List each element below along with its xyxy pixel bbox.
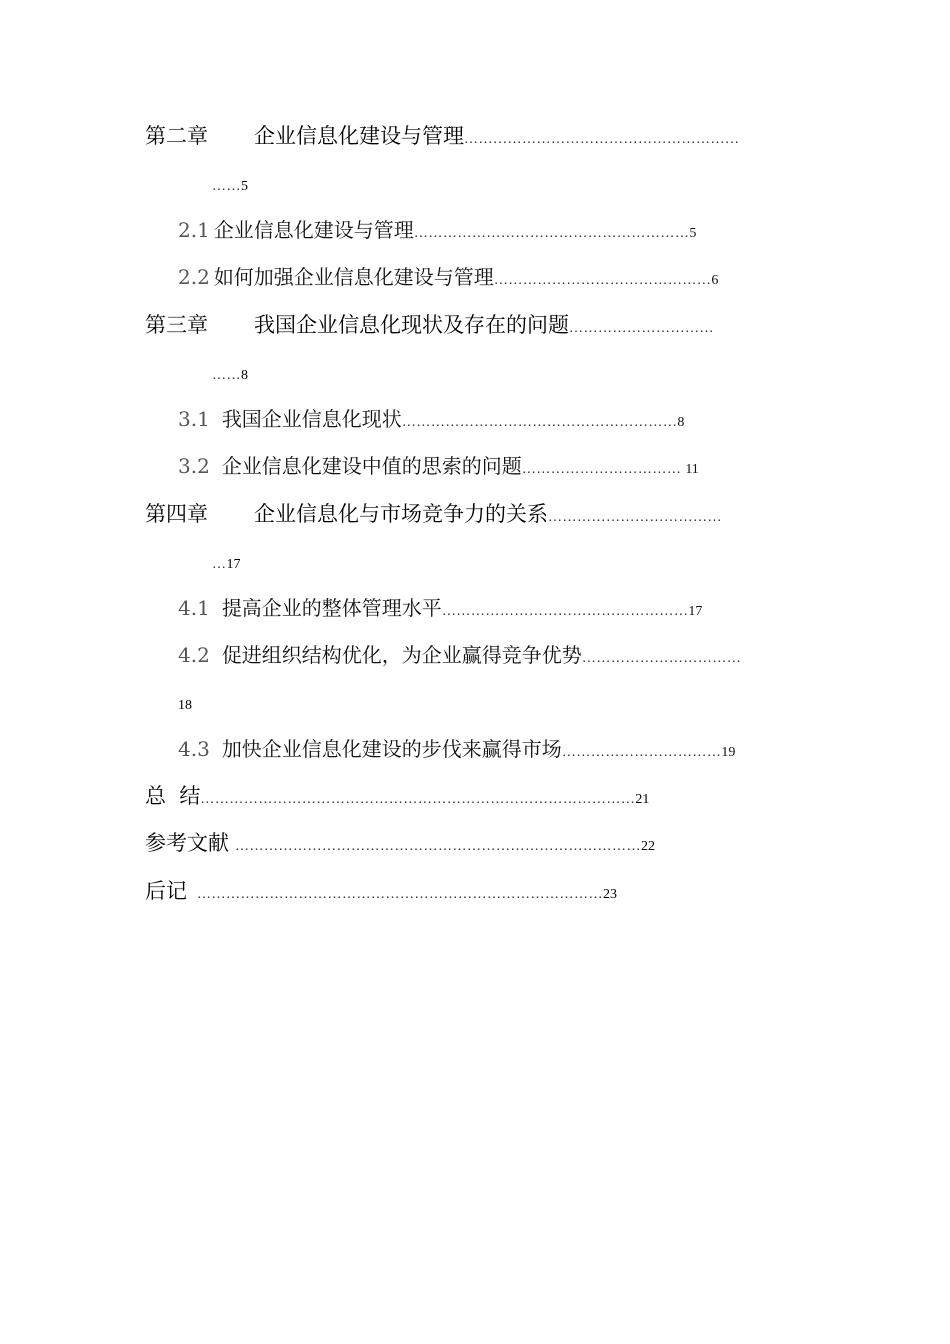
leader-dots: ………………………………………………… [464,132,740,147]
toc-section-2-2[interactable] [178,267,718,288]
toc-chapter-3-continuation [212,367,248,383]
page-number: 21 [635,792,650,807]
section-title: 企业信息化建设与管理 [213,218,414,242]
entry-title: 总 结 [145,784,201,808]
toc-chapter-4-continuation [212,556,241,572]
leader-dots: … [212,557,227,572]
chapter-label: 第二章 [145,124,208,148]
section-number: 3.1 [178,407,210,431]
leader-dots: …… [212,368,241,383]
section-title: 提高企业的整体管理水平 [221,596,442,620]
page-number: 23 [603,887,617,902]
chapter-title: 企业信息化建设与管理 [254,124,464,148]
toc-chapter-2-continuation [212,178,248,194]
leader-dots: ……………………………………… [493,273,712,288]
toc-summary[interactable] [145,786,649,807]
toc-chapter-3[interactable] [145,315,714,336]
section-title: 我国企业信息化现状 [221,407,402,431]
section-title: 促进组织结构优化，为企业赢得竞争优势 [221,643,582,667]
toc-afterword[interactable] [145,881,617,902]
chapter-title: 我国企业信息化现状及存在的问题 [254,313,569,337]
page-number: 17 [226,557,241,572]
section-number: 2.2 [178,265,210,289]
entry-title: 后记 [145,879,187,903]
chapter-title: 企业信息化与市场竞争力的关系 [254,502,548,526]
leader-dots: …………………………………………… [441,604,689,619]
leader-dots: …………………………… [561,745,722,760]
toc-section-4-1[interactable] [178,598,702,619]
page-number: 17 [688,604,703,619]
page-number: 5 [241,179,248,194]
toc-references[interactable] [145,833,655,854]
leader-dots: ………………………………………………… [413,226,690,241]
section-number: 4.3 [178,737,210,761]
page-number: 11 [685,462,699,477]
leader-dots: ………………………………………………… [401,415,678,430]
page-number: 18 [178,698,192,713]
toc-chapter-4[interactable] [145,504,722,525]
leader-dots: …………………………… [581,651,742,666]
leader-dots: ………………………… [569,321,714,336]
toc-section-3-2[interactable] [178,456,699,477]
toc-section-4-2[interactable] [178,645,741,666]
entry-title: 参考文献 [145,831,229,855]
section-title: 如何加强企业信息化建设与管理 [213,265,494,289]
toc-section-4-2-continuation [178,697,192,713]
page-number: 22 [641,839,655,854]
toc-section-2-1[interactable] [178,220,696,241]
leader-dots: ……………………………… [548,510,722,525]
section-number: 4.1 [178,596,210,620]
leader-dots: ……………………………………………………………………………… [200,792,636,807]
section-title: 加快企业信息化建设的步伐来赢得市场 [221,737,562,761]
toc-section-4-3[interactable] [178,739,735,760]
section-title: 企业信息化建设中值的思索的问题 [221,454,522,478]
section-number: 2.1 [178,218,210,242]
toc-chapter-2[interactable] [145,126,740,147]
page-number: 19 [721,745,736,760]
toc-section-3-1[interactable] [178,409,684,430]
leader-dots: ………………………………………………………………………… [197,887,603,902]
leader-dots: …… [212,179,241,194]
page-number: 6 [711,273,719,288]
page-number: 8 [241,368,248,383]
section-number: 4.2 [178,643,210,667]
page-number: 5 [689,226,697,241]
leader-dots: …………………………… [521,462,682,477]
chapter-label: 第三章 [145,313,208,337]
section-number: 3.2 [178,454,210,478]
chapter-label: 第四章 [145,502,208,526]
leader-dots: ………………………………………………………………………… [235,839,641,854]
page-number: 8 [677,415,685,430]
